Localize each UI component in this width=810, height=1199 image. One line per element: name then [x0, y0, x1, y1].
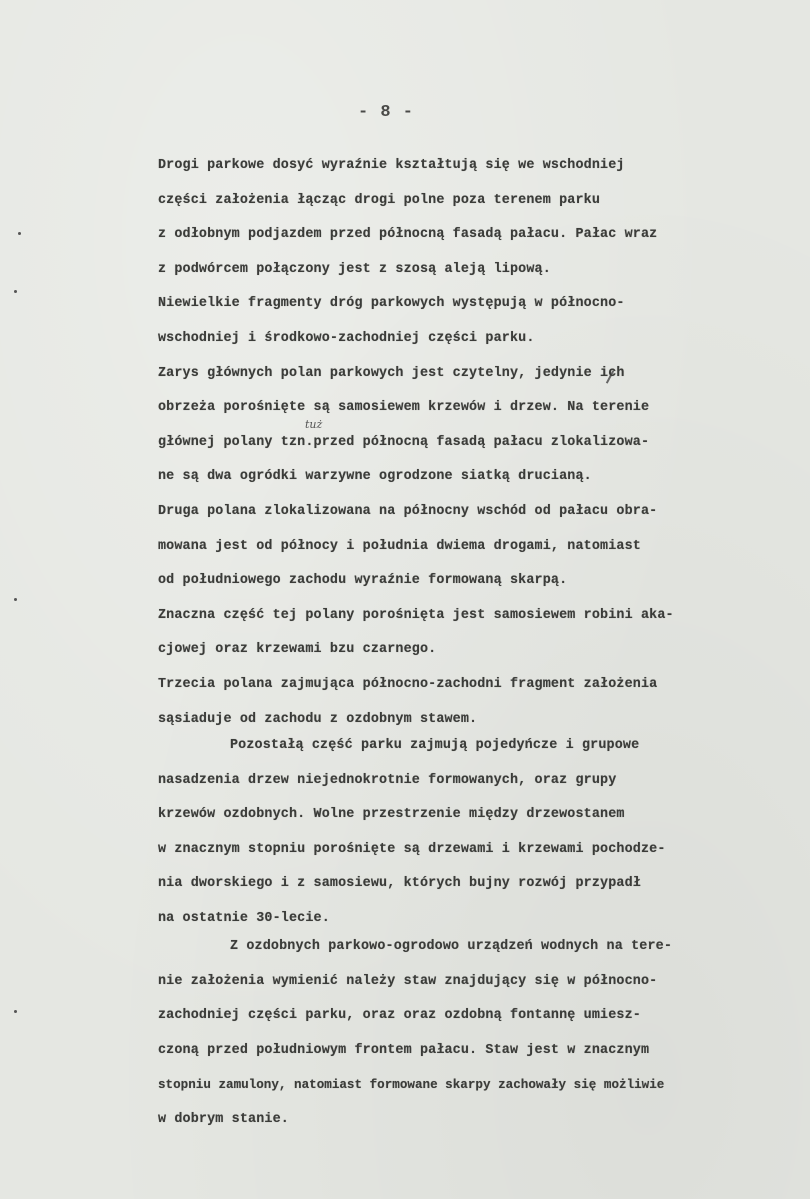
text-line: Niewielkie fragmenty dróg parkowych występują w północno-	[158, 296, 625, 312]
text-line: z odłobnym podjazdem przed północną fasadą pałacu. Pałac wraz	[158, 227, 658, 243]
margin-speck	[14, 598, 17, 601]
text-line: nasadzenia drzew niejednokrotnie formowanych, oraz grupy	[158, 772, 617, 788]
text-line: na ostatnie 30-lecie.	[158, 910, 330, 926]
text-line: Znaczna część tej polany porośnięta jest samosiewem robini aka-	[158, 607, 674, 623]
text-line: w dobrym stanie.	[158, 1111, 289, 1127]
text-line: nia dworskiego i z samosiewu, których bujny rozwój przypadł	[158, 876, 641, 892]
text-line: mowana jest od północy i południa dwiema drogami, natomiast	[158, 538, 641, 554]
text-line: stopniu zamulony, natomiast formowane skarpy zachowały się możliwie	[158, 1078, 665, 1093]
text-line: Drogi parkowe dosyć wyraźnie kształtują się we wschodniej	[158, 158, 625, 173]
text-line: krzewów ozdobnych. Wolne przestrzenie między drzewostanem	[158, 807, 625, 823]
text-line: ne są dwa ogródki warzywne ogrodzone siatką drucianą.	[158, 469, 592, 485]
text-line: obrzeża porośnięte są samosiewem krzewów i drzew. Na terenie	[158, 400, 650, 416]
handwritten-annotation: tuż	[305, 418, 323, 431]
text-line: cjowej oraz krzewami bzu czarnego.	[158, 642, 437, 658]
text-line: części założenia łącząc drogi polne poza terenem parku	[158, 192, 601, 208]
text-line: zachodniej części parku, oraz oraz ozdobną fontannę umiesz-	[158, 1008, 641, 1024]
text-line: głównej polany tzn.przed północną fasadą pałacu zlokalizowa-	[158, 434, 650, 450]
text-line: sąsiaduje od zachodu z ozdobnym stawem.	[158, 711, 478, 727]
margin-speck	[18, 232, 21, 235]
paragraph-2	[158, 729, 788, 937]
paragraph-3	[158, 930, 788, 1138]
text-line: nie założenia wymienić należy staw znajdujący się w północno-	[158, 973, 658, 989]
text-line: Zarys głównych polan parkowych jest czytelny, jedynie ich	[158, 365, 625, 381]
margin-speck	[14, 1010, 17, 1013]
text-line: z podwórcem połączony jest z szosą aleją lipową.	[158, 261, 551, 277]
paragraph-1	[158, 149, 788, 737]
text-line: w znacznym stopniu porośnięte są drzewami i krzewami pochodze-	[158, 841, 666, 857]
text-line: Druga polana zlokalizowana na północny wschód od pałacu obra-	[158, 503, 658, 519]
margin-speck	[14, 290, 17, 293]
text-line: Pozostałą część parku zajmują pojedyńcze i grupowe	[230, 738, 640, 753]
text-line: od południowego zachodu wyraźnie formowaną skarpą.	[158, 573, 568, 589]
page-number: - 8 -	[358, 103, 415, 122]
text-line: czoną przed południowym frontem pałacu. Staw jest w znacznym	[158, 1042, 650, 1058]
text-line: wschodniej i środkowo-zachodniej części parku.	[158, 330, 535, 346]
text-line: Z ozdobnych parkowo-ogrodowo urządzeń wodnych na tere-	[230, 939, 673, 954]
text-line: Trzecia polana zajmująca północno-zachodni fragment założenia	[158, 676, 658, 692]
